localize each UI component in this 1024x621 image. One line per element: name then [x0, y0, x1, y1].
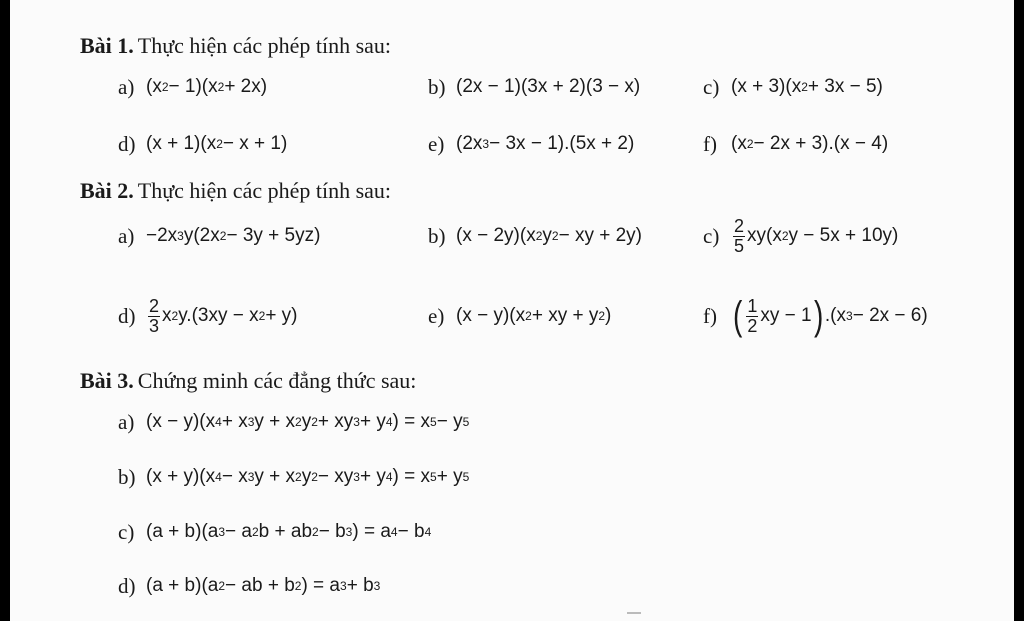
bai1-item-a — [118, 67, 267, 107]
item-label: a) — [118, 74, 135, 99]
math-expression: (a + b)(a 2 − ab + b 2 ) = a 3 + b 3 — [146, 575, 381, 596]
bai3-number: Bài 3. — [80, 368, 134, 393]
bai1-item-f — [703, 124, 888, 164]
item-label: d) — [118, 303, 136, 328]
item-label: a) — [118, 409, 135, 434]
fraction — [746, 297, 758, 336]
bai3-row-a — [10, 402, 1014, 442]
bai1-heading — [80, 33, 391, 59]
scan-mark — [627, 612, 641, 614]
item-label: c) — [703, 74, 720, 99]
fraction-numerator: 1 — [747, 295, 758, 316]
math-expression: (2x 3 − 3x − 1).(5x + 2) — [456, 133, 635, 154]
item-label: b) — [428, 74, 446, 99]
math-expression: (x 2 − 2x + 3).(x − 4) — [731, 133, 889, 154]
worksheet-page — [10, 0, 1014, 621]
bai2-item-c — [703, 216, 898, 256]
bai2-item-a — [118, 216, 320, 256]
bai1-item-b — [428, 67, 640, 107]
item-label: c) — [118, 519, 135, 544]
item-label: b) — [428, 223, 446, 248]
math-expression: ( $\frac{1}{2}$ xy − 1 ) .(x 3 − 2x − 6) — [732, 294, 928, 338]
math-expression: (x − 2y)(x 2 y 2 − xy + 2y) — [456, 225, 642, 246]
math-expression: (x 2 − 1)(x 2 + 2x) — [146, 76, 268, 97]
bai3-item-a — [118, 402, 469, 442]
fraction-denominator: 3 — [149, 315, 160, 336]
item-label: f) — [703, 303, 717, 328]
bai3-item-d — [118, 566, 380, 606]
bai2-item-e — [428, 296, 611, 336]
bai2-row-2 — [10, 296, 1014, 336]
fraction-numerator: 2 — [734, 215, 745, 236]
item-label: d) — [118, 131, 136, 156]
fraction-numerator: 2 — [149, 295, 160, 316]
math-expression: $\frac{2}{5}$ xy(x 2 y − 5x + 10y) — [734, 215, 899, 256]
bai3-heading — [80, 368, 416, 394]
bai2-item-d — [118, 296, 298, 336]
fraction — [148, 297, 160, 336]
bai1-row-1 — [10, 67, 1014, 107]
math-expression: −2x 3 y(2x 2 − 3y + 5yz) — [146, 225, 321, 246]
math-expression: (x + 3)(x 2 + 3x − 5) — [731, 76, 883, 97]
bai3-instruction: Chứng minh các đẳng thức sau: — [137, 368, 417, 393]
fraction — [733, 217, 745, 256]
item-label: d) — [118, 573, 136, 598]
item-label: a) — [118, 223, 135, 248]
fraction-denominator: 5 — [734, 235, 745, 256]
bai1-row-2 — [10, 124, 1014, 164]
bai2-row-1 — [10, 216, 1014, 256]
math-expression: (x − y)(x 2 + xy + y 2 ) — [456, 305, 612, 326]
math-expression: $\frac{2}{3}$ x 2 y.(3xy − x 2 + y) — [149, 295, 298, 336]
item-label: b) — [118, 464, 136, 489]
math-expression: (x − y)(x 4 + x 3 y + x 2 y 2 + xy 3 + y 4 ) = x 5 − y 5 — [146, 411, 470, 432]
bai2-heading — [80, 178, 391, 204]
math-expression: (2x − 1)(3x + 2)(3 − x) — [456, 76, 641, 97]
bai1-item-e — [428, 124, 634, 164]
math-expression: (x + y)(x 4 − x 3 y + x 2 y 2 − xy 3 + y 4 ) = x 5 + y 5 — [146, 466, 470, 487]
bai2-item-f — [703, 296, 928, 336]
bai3-item-b — [118, 457, 469, 497]
math-expression: (a + b)(a 3 − a 2 b + ab 2 − b 3 ) = a 4 − b 4 — [146, 521, 432, 542]
item-label: e) — [428, 131, 445, 156]
bai2-item-b — [428, 216, 642, 256]
item-label: f) — [703, 131, 717, 156]
bai1-item-d — [118, 124, 287, 164]
math-expression: (x + 1)(x 2 − x + 1) — [146, 133, 288, 154]
bai3-row-b — [10, 457, 1014, 497]
item-label: c) — [703, 223, 720, 248]
bai1-instruction: Thực hiện các phép tính sau: — [137, 33, 392, 58]
bai2-number: Bài 2. — [80, 178, 134, 203]
bai1-item-c — [703, 67, 883, 107]
bai1-number: Bài 1. — [80, 33, 134, 58]
item-label: e) — [428, 303, 445, 328]
fraction-denominator: 2 — [747, 315, 758, 336]
bai2-instruction: Thực hiện các phép tính sau: — [137, 178, 392, 203]
bai3-row-c — [10, 512, 1014, 552]
bai3-row-d — [10, 566, 1014, 606]
bai3-item-c — [118, 512, 431, 552]
